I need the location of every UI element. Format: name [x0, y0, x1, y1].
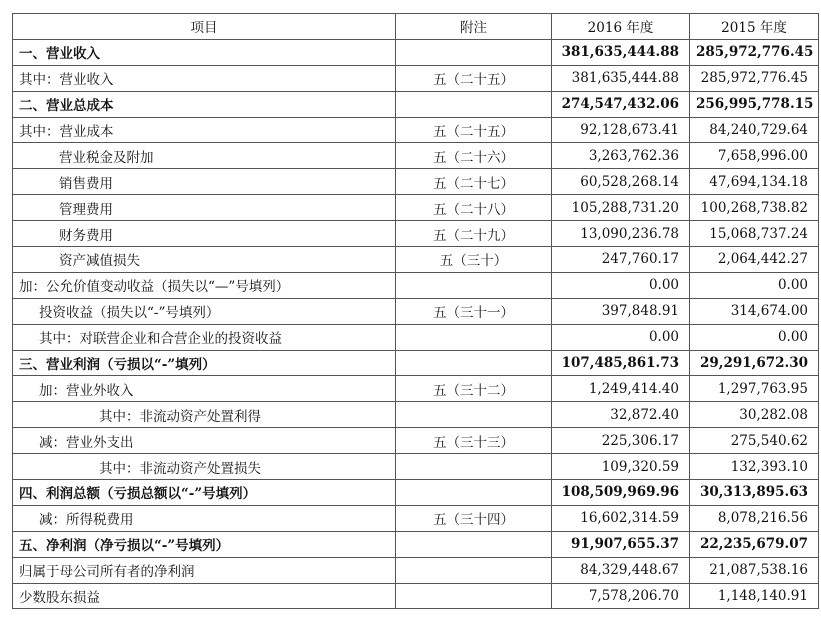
header-item: 项目: [13, 14, 396, 40]
row-value-2015: 132,393.10: [690, 454, 819, 480]
row-note: 五（三十一）: [396, 298, 552, 324]
row-value-2015: 8,078,216.56: [690, 505, 819, 531]
row-note: [396, 91, 552, 117]
table-row: [13, 298, 819, 324]
row-note: 五（三十）: [396, 247, 552, 273]
row-item-label: 其中：对联营企业和合营企业的投资收益: [13, 324, 396, 350]
row-value-2015: 285,972,776.45: [690, 65, 819, 91]
row-value-2016: 3,263,762.36: [552, 143, 690, 169]
row-item-label: 三、营业利润（亏损以“-”填列）: [13, 350, 396, 376]
row-value-2015: 22,235,679.07: [690, 531, 819, 557]
row-value-2015: 100,268,738.82: [690, 195, 819, 221]
row-item-label: 其中：非流动资产处置损失: [13, 454, 396, 480]
table-row: [13, 39, 819, 65]
table-row: [13, 272, 819, 298]
table-row: [13, 505, 819, 531]
row-item-label: 投资收益（损失以“-”号填列）: [13, 298, 396, 324]
row-value-2016: 225,306.17: [552, 428, 690, 454]
row-value-2016: 91,907,655.37: [552, 531, 690, 557]
table-row: [13, 91, 819, 117]
row-note: [396, 531, 552, 557]
row-value-2016: 274,547,432.06: [552, 91, 690, 117]
row-item-label: 四、利润总额（亏损总额以“-”号填列）: [13, 480, 396, 506]
table-body: [13, 39, 819, 609]
header-2015: 2015 年度: [690, 14, 819, 40]
table-row: [13, 557, 819, 583]
row-note: 五（二十六）: [396, 143, 552, 169]
row-note: 五（三十二）: [396, 376, 552, 402]
row-value-2016: 32,872.40: [552, 402, 690, 428]
row-value-2015: 256,995,778.15: [690, 91, 819, 117]
row-note: 五（二十五）: [396, 65, 552, 91]
table-row: [13, 350, 819, 376]
header-row: [13, 14, 819, 40]
row-item-label: 五、净利润（净亏损以“-”号填列）: [13, 531, 396, 557]
row-value-2015: 15,068,737.24: [690, 221, 819, 247]
row-value-2016: 0.00: [552, 272, 690, 298]
table-row: [13, 480, 819, 506]
row-item-label: 少数股东损益: [13, 583, 396, 609]
row-value-2015: 0.00: [690, 272, 819, 298]
table-row: [13, 376, 819, 402]
row-value-2016: 109,320.59: [552, 454, 690, 480]
row-note: [396, 272, 552, 298]
table-row: [13, 247, 819, 273]
table-row: [13, 169, 819, 195]
row-item-label: 资产减值损失: [13, 247, 396, 273]
row-value-2015: 0.00: [690, 324, 819, 350]
row-item-label: 归属于母公司所有者的净利润: [13, 557, 396, 583]
row-note: [396, 324, 552, 350]
row-value-2016: 381,635,444.88: [552, 65, 690, 91]
row-value-2015: 2,064,442.27: [690, 247, 819, 273]
row-note: [396, 454, 552, 480]
row-note: 五（三十三）: [396, 428, 552, 454]
row-item-label: 加：营业外收入: [13, 376, 396, 402]
table-row: [13, 428, 819, 454]
row-value-2015: 1,297,763.95: [690, 376, 819, 402]
row-item-label: 一、营业收入: [13, 39, 396, 65]
row-value-2016: 92,128,673.41: [552, 117, 690, 143]
row-value-2015: 84,240,729.64: [690, 117, 819, 143]
table-row: [13, 143, 819, 169]
row-item-label: 减：所得税费用: [13, 505, 396, 531]
row-value-2015: 47,694,134.18: [690, 169, 819, 195]
row-value-2015: 285,972,776.45: [690, 39, 819, 65]
row-item-label: 二、营业总成本: [13, 91, 396, 117]
income-statement-table: [12, 13, 819, 609]
row-value-2016: 84,329,448.67: [552, 557, 690, 583]
table-row: [13, 117, 819, 143]
table-row: [13, 402, 819, 428]
row-value-2015: 29,291,672.30: [690, 350, 819, 376]
row-value-2016: 105,288,731.20: [552, 195, 690, 221]
table-row: [13, 583, 819, 609]
row-note: [396, 557, 552, 583]
row-value-2016: 107,485,861.73: [552, 350, 690, 376]
header-2016: 2016 年度: [552, 14, 690, 40]
table-row: [13, 65, 819, 91]
row-value-2016: 16,602,314.59: [552, 505, 690, 531]
row-note: [396, 402, 552, 428]
row-item-label: 营业税金及附加: [13, 143, 396, 169]
table-row: [13, 195, 819, 221]
row-note: 五（二十九）: [396, 221, 552, 247]
row-value-2016: 60,528,268.14: [552, 169, 690, 195]
row-item-label: 销售费用: [13, 169, 396, 195]
row-note: [396, 39, 552, 65]
row-value-2016: 1,249,414.40: [552, 376, 690, 402]
row-value-2015: 1,148,140.91: [690, 583, 819, 609]
row-value-2016: 108,509,969.96: [552, 480, 690, 506]
row-note: 五（二十八）: [396, 195, 552, 221]
row-item-label: 财务费用: [13, 221, 396, 247]
row-item-label: 其中：营业成本: [13, 117, 396, 143]
row-item-label: 加：公允价值变动收益（损失以“—”号填列）: [13, 272, 396, 298]
table-row: [13, 531, 819, 557]
row-note: 五（二十七）: [396, 169, 552, 195]
table-row: [13, 221, 819, 247]
table-row: [13, 454, 819, 480]
row-value-2016: 13,090,236.78: [552, 221, 690, 247]
row-value-2016: 397,848.91: [552, 298, 690, 324]
row-value-2015: 21,087,538.16: [690, 557, 819, 583]
row-item-label: 减：营业外支出: [13, 428, 396, 454]
row-value-2016: 247,760.17: [552, 247, 690, 273]
row-value-2016: 381,635,444.88: [552, 39, 690, 65]
row-item-label: 其中：营业收入: [13, 65, 396, 91]
row-note: [396, 480, 552, 506]
row-value-2015: 30,313,895.63: [690, 480, 819, 506]
row-value-2015: 275,540.62: [690, 428, 819, 454]
row-item-label: 管理费用: [13, 195, 396, 221]
header-note: 附注: [396, 14, 552, 40]
row-value-2016: 0.00: [552, 324, 690, 350]
row-note: [396, 350, 552, 376]
row-note: 五（三十四）: [396, 505, 552, 531]
row-value-2015: 7,658,996.00: [690, 143, 819, 169]
row-value-2015: 314,674.00: [690, 298, 819, 324]
row-item-label: 其中：非流动资产处置利得: [13, 402, 396, 428]
row-value-2015: 30,282.08: [690, 402, 819, 428]
row-note: [396, 583, 552, 609]
row-value-2016: 7,578,206.70: [552, 583, 690, 609]
row-note: 五（二十五）: [396, 117, 552, 143]
table-row: [13, 324, 819, 350]
